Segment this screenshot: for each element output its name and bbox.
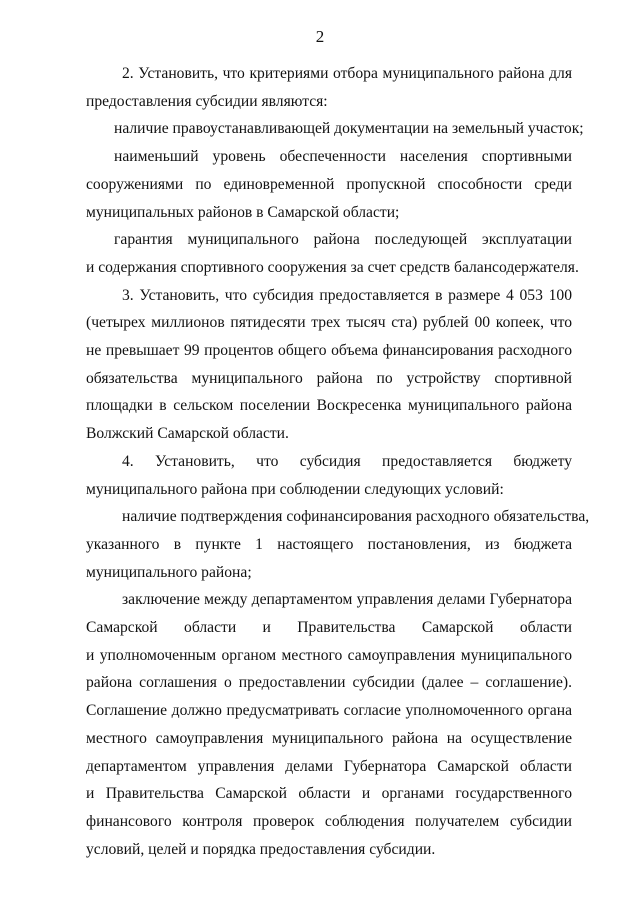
document-body [86, 60, 590, 863]
text-line: 3. Установить, что субсидия предоставляется в размере 4 053 100 [122, 286, 572, 304]
text-line: Волжский Самарской области. [86, 425, 289, 443]
paragraph-criterion-guarantee [86, 226, 579, 281]
text-line: Самарской области и Правительства Самарской области [86, 619, 572, 637]
text-line: условий, целей и порядка предоставления субсидии. [86, 840, 436, 858]
text-line: 4. Установить, что субсидия предоставляется бюджету [122, 452, 572, 470]
text-line: муниципального района; [86, 563, 252, 581]
text-line: заключение между департаментом управления делами Губернатора [122, 591, 572, 609]
paragraph-condition-cofinancing [86, 503, 590, 586]
text-line: обязательства муниципального района по устройству спортивной [86, 369, 572, 387]
text-line: департаментом управления делами Губернатора Самарской области [86, 757, 572, 775]
text-line: не превышает 99 процентов общего объема финансирования расходного [86, 342, 572, 360]
paragraph-conditions-intro [86, 448, 572, 503]
text-line: наличие подтверждения софинансирования расходного обязательства, [122, 508, 590, 526]
text-line: (четырех миллионов пятидесяти трех тысяч ста) рублей 00 копеек, что [86, 314, 572, 332]
text-line: площадки в сельском поселении Воскресенка муниципального района [86, 397, 572, 415]
text-line: местного самоуправления муниципального района на осуществление [86, 729, 572, 747]
paragraph-subsidy-amount [86, 282, 572, 448]
text-line: муниципального района при соблюдении следующих условий: [86, 480, 504, 498]
text-line: Соглашение должно предусматривать согласие уполномоченного органа [86, 702, 572, 720]
paragraph-criterion-land-docs [86, 115, 584, 143]
text-line: и Правительства Самарской области и органами государственного [86, 785, 572, 803]
text-line: наименьший уровень обеспеченности населения спортивными [114, 148, 572, 166]
text-line: указанного в пункте 1 настоящего постановления, из бюджета [86, 535, 572, 553]
text-line: и содержания спортивного сооружения за счет средств балансодержателя. [86, 258, 579, 276]
paragraph-criterion-sports-provision [86, 143, 572, 226]
page-number: 2 [315, 27, 325, 46]
text-line: финансового контроля проверок соблюдения получателем субсидии [86, 812, 572, 830]
text-line: муниципальных районов в Самарской области; [86, 203, 400, 221]
text-line: гарантия муниципального района последующей эксплуатации [114, 231, 572, 249]
text-line: предоставления субсидии являются: [86, 92, 328, 110]
paragraph-condition-agreement [86, 586, 572, 863]
text-line: наличие правоустанавливающей документации на земельный участок; [114, 120, 584, 138]
paragraph-criteria-intro [86, 60, 572, 115]
text-line: 2. Установить, что критериями отбора муниципального района для [122, 65, 572, 82]
text-line: района соглашения о предоставлении субсидии (далее – соглашение). [86, 674, 572, 692]
text-line: сооружениями по единовременной пропускной способности среди [86, 175, 572, 193]
text-line: и уполномоченным органом местного самоуправления муниципального [86, 646, 572, 664]
